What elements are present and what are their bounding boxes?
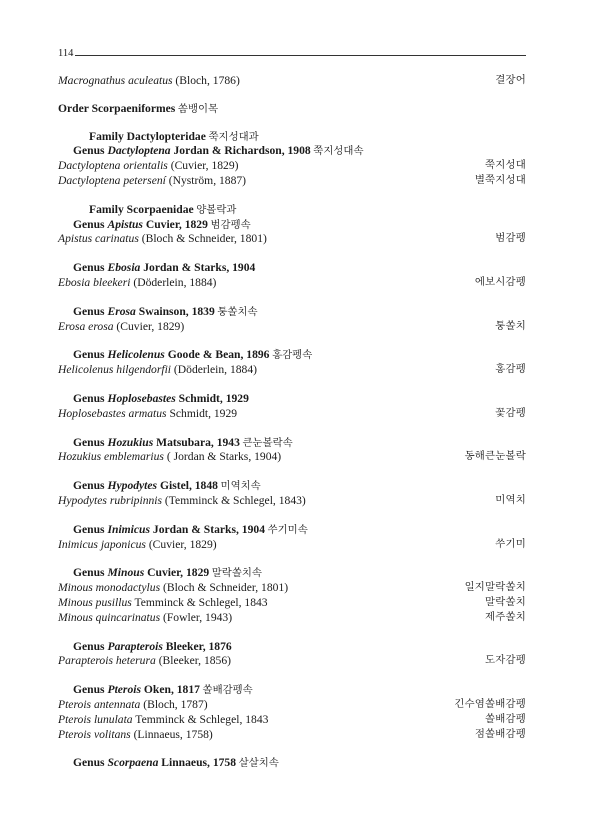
authority: (Cuvier, 1829) xyxy=(113,319,185,333)
korean-name: 쑤기미 xyxy=(495,538,526,550)
korean-name: 양볼락과 xyxy=(193,204,237,216)
spacer xyxy=(58,89,526,102)
genus-name: Apistus xyxy=(107,217,143,231)
authority: Swainson, 1839 xyxy=(135,304,215,318)
authority: (Döderlein, 1884) xyxy=(171,363,257,377)
authority: Gistel, 1848 xyxy=(157,479,218,493)
spacer xyxy=(58,247,526,261)
authority: (Temminck & Schlegel, 1843) xyxy=(162,493,306,507)
genus-name: Hozukius xyxy=(107,435,154,449)
genus-name: Dactyloptena xyxy=(107,144,171,158)
scientific-name: Minous pusillus xyxy=(58,595,132,609)
korean-name: 범감펭속 xyxy=(207,219,251,231)
species-row xyxy=(58,596,526,611)
authority: Bleeker, 1876 xyxy=(162,639,232,653)
authority: (Cuvier, 1829) xyxy=(145,537,217,551)
page-number: 114 xyxy=(58,48,74,59)
scientific-name: Minous quincarinatus xyxy=(58,610,161,624)
korean-name: 꽃감펭 xyxy=(495,407,526,419)
scientific-name: Hoplosebastes armatus xyxy=(58,406,167,420)
korean-name: 별쭉지성대 xyxy=(474,174,526,186)
species-row xyxy=(58,232,526,247)
scientific-name: Dactyloptena petersení xyxy=(58,173,166,187)
authority: (Bloch, 1787) xyxy=(140,697,208,711)
species-row xyxy=(58,713,526,728)
spacer xyxy=(58,742,526,756)
authority: Schmidt, 1929 xyxy=(175,391,249,405)
taxonomy-list xyxy=(58,74,526,771)
authority: (Bloch & Schneider, 1801) xyxy=(160,581,289,595)
species-row xyxy=(58,407,526,422)
spacer xyxy=(58,378,526,392)
genus-prefix: Genus xyxy=(73,639,108,653)
authority: (Bloch & Schneider, 1801) xyxy=(138,232,267,246)
authority: Temminck & Schlegel, 1843 xyxy=(131,595,268,609)
genus-prefix: Genus xyxy=(73,217,108,231)
authority: (Cuvier, 1829) xyxy=(167,159,239,173)
family-name: Family Scorpaenidae xyxy=(89,202,194,216)
order-name: Order Scorpaeniformes xyxy=(58,101,176,115)
scientific-name: Inimicus japonicus xyxy=(58,537,146,551)
scientific-name: Pterois volitans xyxy=(58,727,131,741)
spacer xyxy=(58,552,526,566)
family-row xyxy=(58,203,526,218)
korean-name: 점쏠배감펭 xyxy=(474,728,526,740)
species-row xyxy=(58,450,526,465)
korean-name: 말락쏠치속 xyxy=(209,568,262,580)
genus-row xyxy=(58,566,526,581)
authority: Matsubara, 1943 xyxy=(153,435,240,449)
family-name: Family Dactylopteridae xyxy=(89,129,206,143)
genus-prefix: Genus xyxy=(73,435,108,449)
korean-name: 도자감펭 xyxy=(485,655,526,667)
species-row xyxy=(58,698,526,713)
genus-row xyxy=(58,640,526,655)
genus-row xyxy=(58,523,526,538)
korean-name: 쏨뱅이목 xyxy=(175,103,219,115)
species-row xyxy=(58,363,526,378)
spacer xyxy=(58,189,526,203)
korean-name: 홍감펭 xyxy=(495,364,526,376)
korean-name: 긴수염쏠배감펭 xyxy=(454,698,526,710)
authority: Temminck & Schlegel, 1843 xyxy=(132,712,269,726)
korean-name: 일지말락쏠치 xyxy=(464,582,526,594)
spacer xyxy=(58,626,526,640)
spacer xyxy=(58,422,526,436)
authority: Goode & Bean, 1896 xyxy=(164,348,270,362)
species-row xyxy=(58,611,526,626)
scientific-name: Erosa erosa xyxy=(58,319,114,333)
authority: (Linnaeus, 1758) xyxy=(130,727,213,741)
scientific-name: Hozukius emblemarius xyxy=(58,450,164,464)
genus-prefix: Genus xyxy=(73,304,108,318)
species-row xyxy=(58,74,526,89)
scientific-name: Helicolenus hilgendorfii xyxy=(58,363,172,377)
authority: (Bloch, 1786) xyxy=(172,74,240,87)
species-row xyxy=(58,494,526,509)
genus-name: Hypodytes xyxy=(107,479,158,493)
genus-name: Inimicus xyxy=(107,522,151,536)
spacer xyxy=(58,669,526,683)
species-row xyxy=(58,728,526,743)
authority: ( Jordan & Starks, 1904) xyxy=(163,450,282,464)
genus-prefix: Genus xyxy=(73,348,108,362)
authority: Cuvier, 1829 xyxy=(144,566,210,580)
authority: Cuvier, 1829 xyxy=(142,217,208,231)
species-row xyxy=(58,159,526,174)
header-rule xyxy=(75,55,526,56)
spacer xyxy=(58,334,526,348)
page-header xyxy=(58,47,526,63)
authority: Jordan & Starks, 1904 xyxy=(140,261,256,275)
authority: Linnaeus, 1758 xyxy=(158,756,237,770)
scientific-name: Pterois lunulata xyxy=(58,712,133,726)
genus-prefix: Genus xyxy=(73,479,108,493)
authority: Jordan & Richardson, 1908 xyxy=(170,144,311,158)
scientific-name: Minous monodactylus xyxy=(58,581,161,595)
genus-prefix: Genus xyxy=(73,683,108,697)
scientific-name: Hypodytes rubripinnis xyxy=(58,493,163,507)
genus-prefix: Genus xyxy=(73,261,108,275)
korean-name: 미역치속 xyxy=(217,481,261,493)
genus-row xyxy=(58,144,526,159)
genus-name: Erosa xyxy=(107,304,136,318)
genus-name: Ebosia xyxy=(107,261,141,275)
genus-row xyxy=(58,392,526,407)
korean-name: 쭉지성대 xyxy=(485,160,526,172)
korean-name: 제주쏠치 xyxy=(485,611,526,623)
scientific-name: Dactyloptena orientalis xyxy=(58,159,168,173)
species-row xyxy=(58,174,526,189)
korean-name: 큰눈볼락속 xyxy=(239,437,293,449)
korean-name: 쭉지성대과 xyxy=(205,131,259,143)
genus-row xyxy=(58,479,526,494)
species-row xyxy=(58,538,526,553)
genus-name: Hoplosebastes xyxy=(107,391,176,405)
korean-name: 쏠배감펭 xyxy=(485,713,526,725)
korean-name: 쭉지성대속 xyxy=(310,146,364,158)
genus-row xyxy=(58,436,526,451)
genus-name: Minous xyxy=(107,566,145,580)
genus-prefix: Genus xyxy=(73,391,108,405)
genus-row xyxy=(58,683,526,698)
genus-name: Pterois xyxy=(107,683,141,697)
authority: Oken, 1817 xyxy=(140,683,200,697)
spacer xyxy=(58,117,526,130)
korean-name: 쏠배감펭속 xyxy=(199,685,253,697)
korean-name: 에보시감펭 xyxy=(474,276,526,288)
genus-row xyxy=(58,305,526,320)
scientific-name: Parapterois heterura xyxy=(58,654,156,668)
korean-name: 퉁쏠치속 xyxy=(214,306,258,318)
korean-name: 동해큰눈볼락 xyxy=(464,451,526,463)
korean-name: 홍감펭속 xyxy=(269,350,313,362)
genus-name: Parapterois xyxy=(107,639,163,653)
genus-prefix: Genus xyxy=(73,566,108,580)
authority: (Döderlein, 1884) xyxy=(130,275,217,289)
authority: Jordan & Starks, 1904 xyxy=(150,522,265,536)
scientific-name: Pterois antennata xyxy=(58,697,141,711)
genus-row xyxy=(58,756,526,771)
species-row xyxy=(58,581,526,596)
korean-name: 퉁쏠치 xyxy=(495,320,526,332)
order-row xyxy=(58,102,526,117)
korean-name: 범감펭 xyxy=(495,233,526,245)
spacer xyxy=(58,291,526,305)
authority: (Bleeker, 1856) xyxy=(155,654,231,668)
spacer xyxy=(58,465,526,479)
korean-name: 결장어 xyxy=(495,75,526,86)
species-row xyxy=(58,654,526,669)
authority: (Fowler, 1943) xyxy=(160,610,233,624)
genus-name: Scorpaena xyxy=(107,756,159,770)
genus-row xyxy=(58,218,526,233)
genus-row xyxy=(58,261,526,276)
family-row xyxy=(58,130,526,145)
species-row xyxy=(58,320,526,335)
genus-prefix: Genus xyxy=(73,144,108,158)
genus-prefix: Genus xyxy=(73,756,108,770)
genus-name: Helicolenus xyxy=(107,348,165,362)
scientific-name: Ebosia bleekeri xyxy=(58,275,131,289)
korean-name: 미역치 xyxy=(495,494,526,506)
korean-name: 말락쏠치 xyxy=(485,596,526,608)
species-row xyxy=(58,276,526,291)
authority: Schmidt, 1929 xyxy=(166,406,238,420)
korean-name: 살살치속 xyxy=(236,758,279,770)
genus-row xyxy=(58,348,526,363)
authority: (Nyström, 1887) xyxy=(165,173,247,187)
genus-prefix: Genus xyxy=(73,522,108,536)
scientific-name: Apistus carinatus xyxy=(58,232,139,246)
scientific-name: Macrognathus aculeatus xyxy=(58,74,173,87)
korean-name: 쑤기미속 xyxy=(265,524,308,536)
spacer xyxy=(58,509,526,523)
